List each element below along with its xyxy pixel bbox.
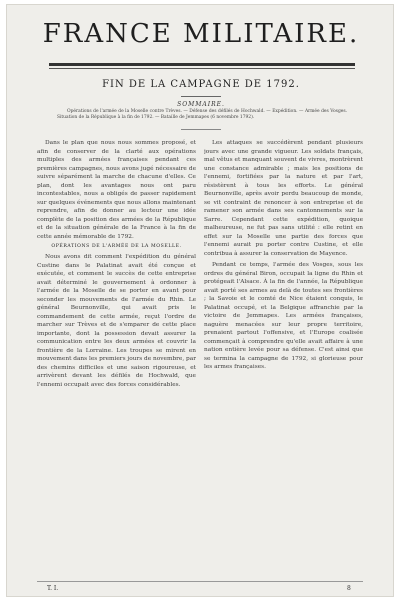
masthead-rule-thin	[49, 68, 355, 69]
masthead-title: FRANCE MILITAIRE.	[42, 19, 360, 49]
right-column	[204, 139, 363, 577]
left-paragraph-2: Nous avons dit comment l'expédition du général Custine dans le Palatinat avait été conçue et exécutée, et comment le succès de cette entreprise avait déterminé le gouvernement à ordonner à l'armée de la Moselle de se porter en avant pour seconder les mouvements de l'armée du Rhin. Le général Beurnonville, qui avait pris le commandement de cette armée, reçut l'ordre de marcher sur Trèves et de s'emparer de cette place importante, dont la possession devait assurer la communication entre les deux armées et couvrir la frontière de la Lorraine. Les troupes se mirent en mouvement dans les premiers jours de novembre, par des chemins difficiles et une saison rigoureuse, et arrivèrent devant les défilés de Hochwald, que l'ennemi occupait avec des forces considérables.	[37, 254, 196, 388]
sommaire-text: Opérations de l'armée de la Moselle contre Trèves. — Défense des défilés de Hochwald. — Expédition. — Armée des Vosges. Situation de la République à la fin de 1792. — Bataille de Jemmapes (6 novembre 1792).	[57, 109, 347, 120]
footer-rule	[37, 581, 363, 582]
right-paragraph-1: Les attaques se succédèrent pendant plusieurs jours avec une grande vigueur. Les soldats français, mal vêtus et manquant souvent de vivres, montrèrent une constance admirable ; mais les positions de l'ennemi, fortifiées par la nature et par l'art, résistèrent à tous les efforts. Le général Beurnonville, après avoir perdu beaucoup de monde, se vit contraint de renoncer à son entreprise et de ramener son armée dans ses cantonnements sur la Sarre. Cependant cette expédition, quoique malheureuse, ne fut pas sans utilité : elle retint en effet sur la Moselle une partie des forces que l'ennemi aurait pu porter contre Custine, et elle contribua à assurer la conservation de Mayence.	[204, 140, 363, 257]
section-subhead: OPÉRATIONS DE L'ARMÉE DE LA MOSELLE.	[51, 244, 182, 249]
left-column	[37, 139, 196, 577]
left-paragraph-1: Dans le plan que nous nous sommes proposé, et afin de conserver de la clarté aux opérations multiples des armées françaises pendant ces premières campagnes, nous avons jugé nécessaire de suivre séparément la marche de chacune d'elles. Ce plan, dont les avantages nous ont paru incontestables, nous a obligés de passer rapidement sur quelques événements que nous allons maintenant reprendre, afin de donner au lecteur une idée complète de la position des armées de la République et de la situation générale de la France à la fin de cette année mémorable de 1792.	[37, 140, 196, 240]
sommaire-heading: SOMMAIRE.	[177, 101, 225, 108]
page	[6, 4, 394, 597]
chapter-divider	[181, 96, 221, 97]
signature-mark: 8	[347, 585, 351, 592]
masthead-rule-thick	[49, 63, 355, 66]
volume-mark: T. I.	[47, 585, 59, 592]
right-paragraph-2: Pendant ce temps, l'armée des Vosges, sous les ordres du général Biron, occupait la ligne du Rhin et protégeait l'Alsace. À la fin de l'année, la République avait porté ses armes au delà de toutes ses frontières ; la Savoie et le comté de Nice étaient conquis, le Palatinat occupé, et la Belgique affranchie par la victoire de Jemmapes. Les armées françaises, naguère menacées sur leur propre territoire, prenaient partout l'offensive, et l'Europe coalisée commençait à comprendre qu'elle avait affaire à une nation entière levée pour sa défense. C'est ainsi que se termina la campagne de 1792, si glorieuse pour les armes françaises.	[204, 262, 363, 370]
chapter-title: FIN DE LA CAMPAGNE DE 1792.	[102, 79, 300, 90]
sommaire-divider	[181, 129, 221, 130]
